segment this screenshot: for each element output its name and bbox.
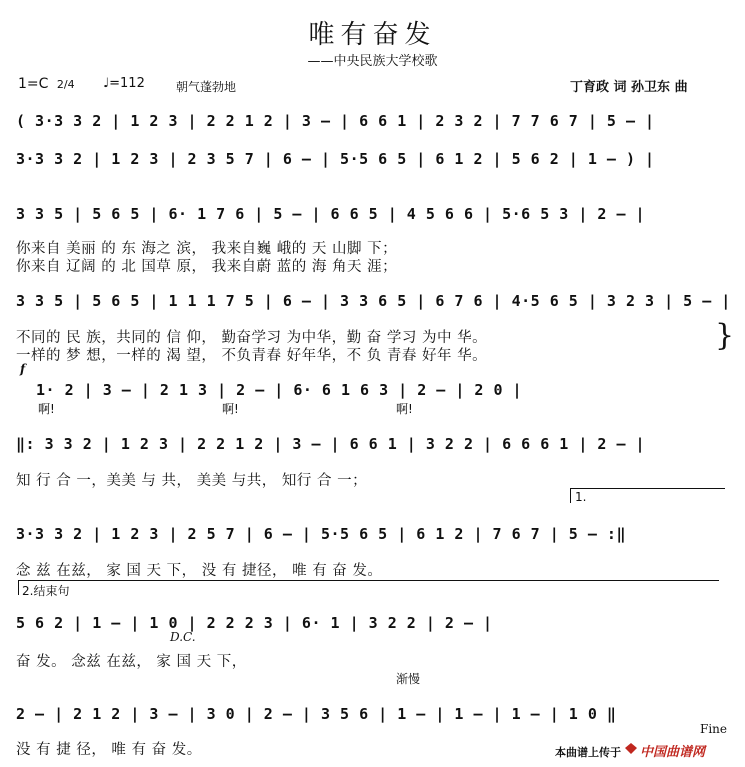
- score-line-5: 1· 2 | 3 — | 2 1 3 | 2 — | 6· 6 1 6 3 | 2 — | 2 0 |: [36, 381, 523, 399]
- fine-marking: Fine: [700, 722, 727, 736]
- lyric-line-7: 念 兹 在兹， 家 国 天 下， 没 有 捷径， 唯 有 奋 发。: [16, 563, 383, 579]
- score-line-7: 3·3 3 2 | 1 2 3 | 2 5 7 | 6 — | 5·5 6 5 | 6 1 2 | 7 6 7 | 5 — :‖: [16, 525, 626, 543]
- lyric-line-4a: 不同的 民 族，共同的 信 仰， 勤奋学习 为中华，勤 奋 学习 为中 华。: [16, 330, 488, 346]
- score-line-4: 3 3 5 | 5 6 5 | 1 1 1 7 5 | 6 — | 3 3 6 5 | 6 7 6 | 4·5 6 5 | 3 2 3 | 5 — |: [16, 292, 731, 310]
- lyric-line-4b: 一样的 梦 想，一样的 渴 望， 不负青春 好年华，不 负 青春 好年 华。: [16, 348, 488, 364]
- score-line-1: ( 3·3 3 2 | 1 2 3 | 2 2 1 2 | 3 — | 6 6 1 | 2 3 2 | 7 7 6 7 | 5 — |: [16, 112, 655, 130]
- page-subtitle: ——中央民族大学校歌: [307, 54, 438, 69]
- volta-1-bracket: [570, 488, 725, 503]
- key-label: 1=C: [18, 76, 49, 92]
- lyric-line-9: 没 有 捷 径， 唯 有 奋 发。: [16, 742, 202, 758]
- mood-marking: 朝气蓬勃地: [176, 80, 237, 94]
- interjection-2: 啊!: [222, 402, 239, 416]
- volta-1-label: 1.: [575, 490, 587, 504]
- lyric-line-8: 奋 发。 念兹 在兹， 家 国 天 下，: [16, 654, 247, 670]
- score-line-2: 3·3 3 2 | 1 2 3 | 2 3 5 7 | 6 — | 5·5 6 5 | 6 1 2 | 5 6 2 | 1 — ) |: [16, 150, 655, 168]
- dc-marking: D.C.: [170, 630, 196, 644]
- volta-2-label: 2.结束句: [22, 584, 70, 598]
- upload-note: 本曲谱上传于: [555, 746, 621, 759]
- site-logo-text[interactable]: 中国曲谱网: [640, 745, 706, 760]
- interjection-3: 啊!: [396, 402, 413, 416]
- volta-2-bracket: [18, 580, 719, 595]
- score-line-9: 2 — | 2 1 2 | 3 — | 3 0 | 2 — | 3 5 6 | 1 — | 1 — | 1 — | 1 0 ‖: [16, 705, 617, 723]
- lyric-line-3b: 你来自 辽阔 的 北 国草 原， 我来自蔚 蓝的 海 角天 涯；: [16, 259, 398, 275]
- score-line-3: 3 3 5 | 5 6 5 | 6· 1 7 6 | 5 — | 6 6 5 | 4 5 6 6 | 5·6 5 3 | 2 — |: [16, 205, 646, 223]
- key-signature: [18, 76, 75, 92]
- tempo-marking: ♩=112: [103, 76, 145, 91]
- verse-brace: }: [715, 318, 735, 353]
- dynamic-forte: f: [20, 362, 26, 376]
- score-line-6: ‖: 3 3 2 | 1 2 3 | 2 2 1 2 | 3 — | 6 6 1 | 3 2 2 | 6 6 6 1 | 2 — |: [16, 435, 646, 453]
- score-line-8: 5 6 2 | 1 — | 1 0 | 2 2 2 3 | 6· 1 | 3 2 2 | 2 — |: [16, 614, 493, 632]
- credits: 丁育政 词 孙卫东 曲: [570, 80, 688, 95]
- lyric-line-3a: 你来自 美丽 的 东 海之 滨， 我来自巍 峨的 天 山脚 下；: [16, 241, 398, 257]
- lyric-line-6: 知 行 合 一，美美 与 共， 美美 与共， 知行 合 一；: [16, 473, 368, 489]
- page-title: 唯有奋发: [308, 20, 437, 50]
- ritardando-marking: 渐慢: [396, 672, 421, 686]
- meter-label: 2/4: [56, 78, 75, 91]
- interjection-1: 啊!: [38, 402, 55, 416]
- site-logo-icon: [624, 742, 638, 755]
